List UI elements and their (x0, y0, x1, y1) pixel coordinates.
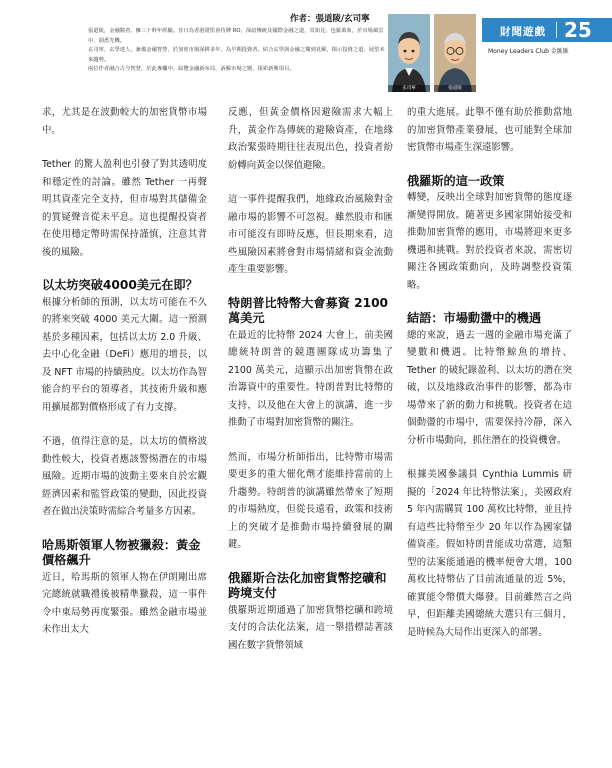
section-tag: 財聞遊戲 (500, 26, 546, 38)
column-2 (228, 104, 393, 654)
paragraph: 然而，市場分析師指出，比特幣市場需要更多的重大催化劑才能維持當前的上升趨勢。特朗普的演講雖然帶來了短期的市場熱度，但從長遠看，政策和技術上的突破才是推動市場持續發展的關鍵。 (228, 451, 393, 550)
paragraph: 反應，但黃金價格因避險需求大幅上升，黃金作為傳統的避險資產，在地緣政治緊張時期往往表現出色，投資者紛紛轉向黃金以保值避險。 (228, 107, 393, 171)
bio-line: 兩位作者融合古今智慧，於此專欄中，綜覽金融新布局，訴解市場之變，探索新興項目。 (88, 66, 295, 73)
paragraph: 轉變，反映出全球對加密貨幣的態度逐漸變得開放。隨著更多國家開始接受和推動加密貨幣的應用，市場將迎來更多機遇和挑戰。對於投資者來說，需密切關注各國政策動向，及時調整投資策略。 (407, 192, 572, 291)
section-heading: 哈馬斯領軍人物被獵殺：黃金價格飆升 (42, 537, 201, 567)
paragraph: 這一事件提醒我們，地緣政治風險對金融市場的影響不可忽視。雖然股市和匯市可能沒有即時反應，但長期來看，這些風險因素將會對市場情緒和資金流動產生重要影響。 (228, 194, 393, 275)
avatar-caption: 玄司寧 (388, 85, 430, 92)
tag-divider (556, 22, 557, 38)
author-byline: 作者：張道陵/玄司寧 (290, 14, 370, 24)
paragraph: 根據美國參議員 Cynthia Lummis 研擬的「2024 年比特幣法案」，美國政府 5 年內需購買 100 萬枚比特幣，並且持有這些比特幣至少 20 年以作為國家儲備資產。假如特朗普能成功當選，這類型的法案能通過的機率便會大增，100 萬枚比特幣佔了目前流通量的近 5%，確實能令幣價大爆發。目前雖然言之尚早，但距離美國總統大選只有三個月，是時候為大局作出更深入的部署。 (407, 469, 572, 638)
section-heading: 結語：市場動盪中的機遇 (407, 311, 542, 325)
paragraph: Tether 的驚人盈利也引發了對其透明度和穩定性的討論。雖然 Tether 一再聲明其資產完全支持，但市場對其儲備金的質疑聲音從未平息。這也提醒投資者在使用穩定幣時需保持謹慎，注意其背後的風險。 (42, 159, 207, 258)
column-1 (42, 104, 207, 639)
section-heading: 以太坊突破4000美元在即？ (42, 278, 198, 292)
paragraph: 俄羅斯近期通過了加密貨幣挖礦和跨境支付的合法化法案，這一舉措標誌著該國在數字貨幣領域 (228, 604, 393, 651)
cartoon-elder-avatar-icon (434, 14, 476, 92)
paragraph: 求，尤其是在波動較大的加密貨幣市場中。 (42, 107, 207, 136)
section-page-tag (482, 18, 612, 42)
section-heading: 俄羅斯的這一政策 (407, 173, 505, 188)
section-heading: 特朗普比特幣大會募資 2100 萬美元 (228, 295, 389, 325)
page-header (0, 0, 612, 98)
author-avatar (388, 14, 430, 92)
paragraph: 根據分析師的預測，以太坊可能在不久的將來突破 4000 美元大關。這一預測基於多種因素，包括以太坊 2.0 升級、去中心化金融（DeFi）應用的增長，以及 NFT 市場的持續熱度。以太坊作為智能合約平台的領導者，其技術升級和應用擴展都對價格形成了有力支撐。 (42, 296, 207, 413)
avatar-caption: 張道陵 (434, 85, 476, 92)
paragraph: 的重大進展。此舉不僅有助於推動當地的加密貨幣產業發展，也可能對全球加密貨幣市場產生深遠影響。 (407, 107, 572, 153)
section-heading: 俄羅斯合法化加密貨幣挖礦和跨境支付 (228, 570, 387, 600)
column-3 (407, 104, 572, 641)
cartoon-man-avatar-icon (388, 14, 430, 92)
author-bio (88, 27, 388, 75)
bio-line: 張道陵，金融醫者，擁三十幹年經驗。昔日為香港證監會持牌 RO，深諳傳統及國際金融之道，其知見，包羅萬象，於市場風雲中，洞悉先機。 (88, 28, 384, 44)
paragraph: 在最近的比特幣 2024 大會上，前美國總統特朗普的競選團隊成功籌集了 2100 萬美元，這顯示出加密貨幣在政治籌資中的重要性。特朗普對比特幣的支持，以及他在大會上的演講，進一步推動了市場對加密貨幣的關注。 (228, 329, 393, 428)
paragraph: 不過，值得注意的是，以太坊的價格波動性較大，投資者應該警惕潛在的市場風險。近期市場的波動主要來自於宏觀經濟因素和監管政策的變動，因此投資者在做出決策時需綜合考量多方因素。 (42, 436, 207, 517)
paragraph: 近日，哈馬斯的領軍人物在伊朗剛出席完總統就職禮後被精準獵殺，這一事件令中東局勢再度緊張。雖然金融市場並未作出太大 (42, 571, 207, 635)
paragraph: 總的來說，過去一週的金融市場充滿了變數和機遇。比特幣鯨魚的增持、Tether 的破紀錄盈利、以太坊的潛在突破，以及地緣政治事件的影響，都為市場帶來了新的動力和挑戰。投資者在這個動盪的市場中，需要保持冷靜，深入分析市場動向，抓住潛在的投資機會。 (407, 329, 572, 446)
page-number: 25 (564, 18, 592, 42)
author-avatar (434, 14, 476, 92)
club-name: Money Leaders Club 金匯匯 (488, 48, 569, 55)
bio-line: 玄司寧，玄學達人，兼備金融智慧，於加密市場深耕多年，為早期投資者。結合玄學與金融之獨到見解，揭示投資之道，展望未來趨勢。 (88, 47, 385, 63)
